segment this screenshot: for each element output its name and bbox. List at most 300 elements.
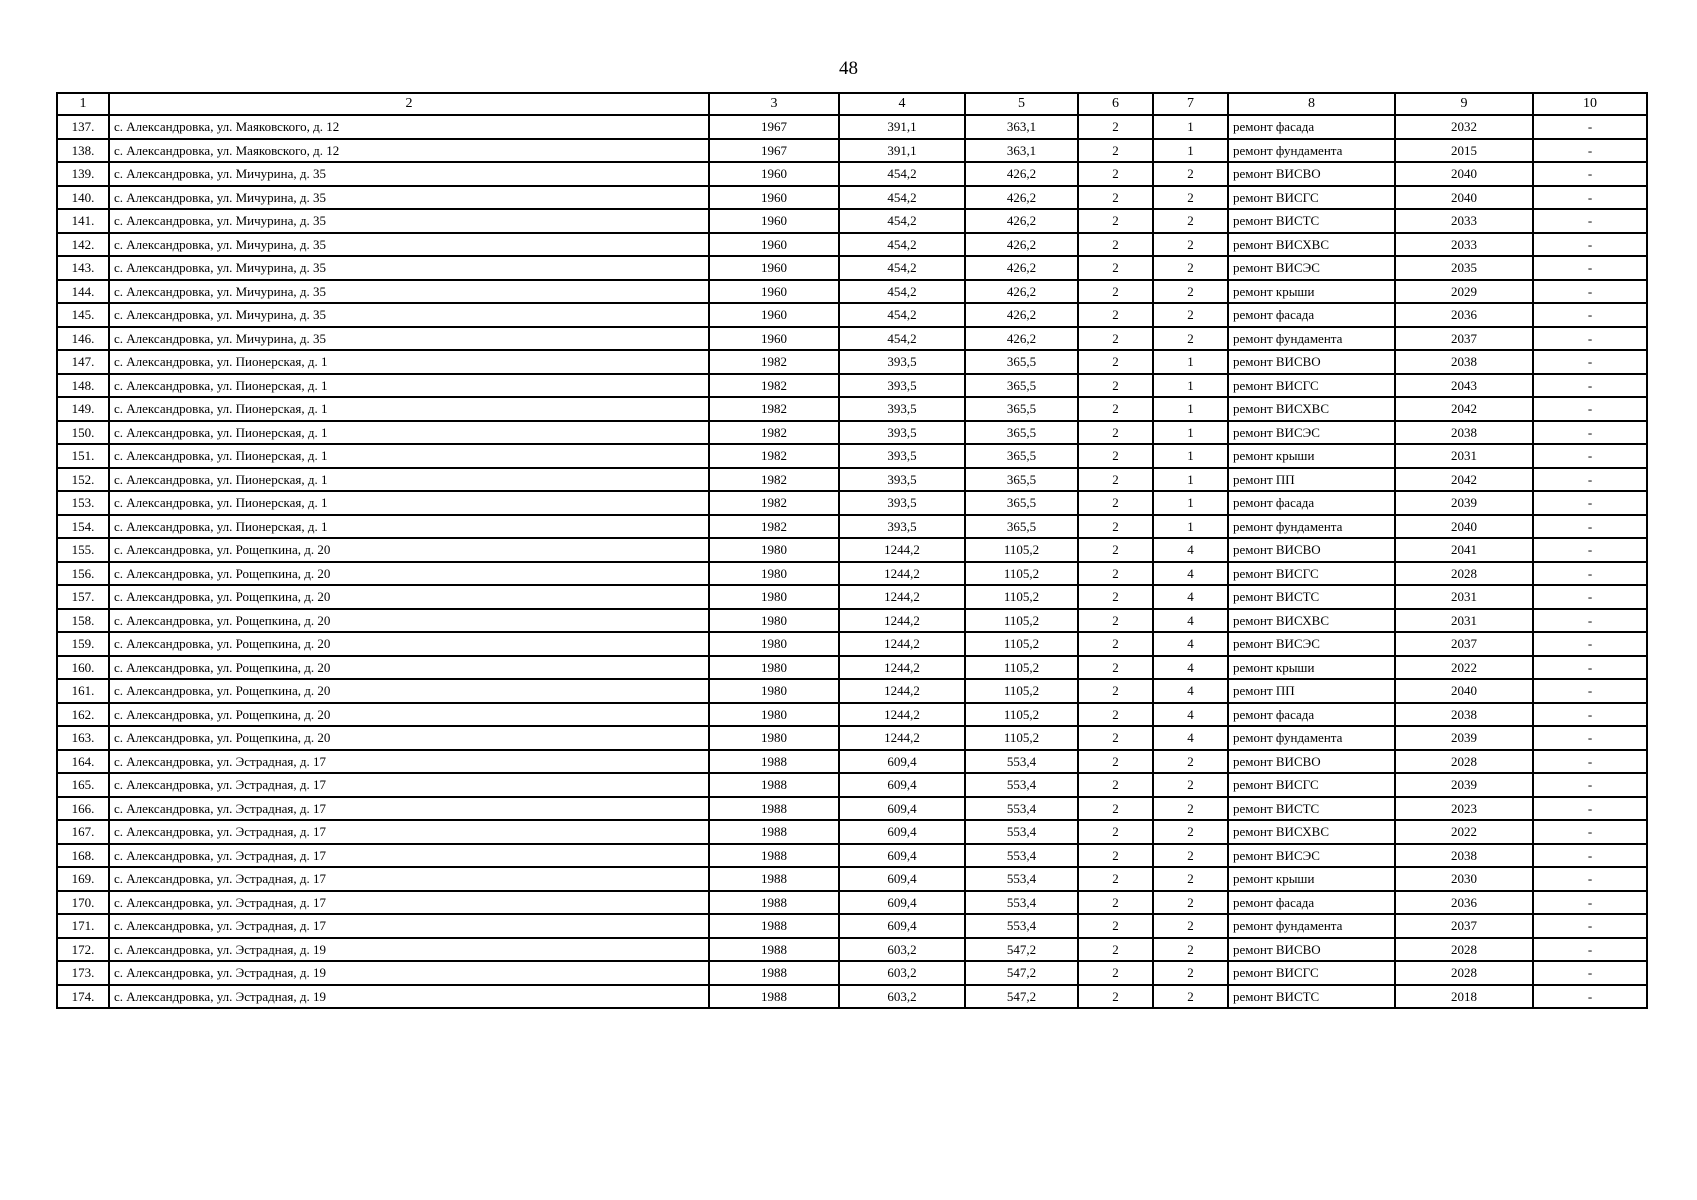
- entrances-cell: 2: [1153, 773, 1228, 797]
- work-type-cell: ремонт фасада: [1228, 491, 1395, 515]
- living-area-cell: 1105,2: [965, 585, 1078, 609]
- row-number-cell: 137.: [57, 115, 109, 139]
- floors-cell: 2: [1078, 914, 1153, 938]
- entrances-cell: 4: [1153, 632, 1228, 656]
- planned-year-cell: 2037: [1395, 632, 1533, 656]
- total-area-cell: 454,2: [839, 162, 965, 186]
- year-cell: 1980: [709, 562, 839, 586]
- row-number-cell: 161.: [57, 679, 109, 703]
- entrances-cell: 4: [1153, 609, 1228, 633]
- work-type-cell: ремонт ВИСГС: [1228, 773, 1395, 797]
- year-cell: 1960: [709, 280, 839, 304]
- total-area-cell: 454,2: [839, 280, 965, 304]
- entrances-cell: 1: [1153, 139, 1228, 163]
- year-cell: 1967: [709, 139, 839, 163]
- address-cell: с. Александровка, ул. Рощепкина, д. 20: [109, 562, 709, 586]
- floors-cell: 2: [1078, 656, 1153, 680]
- note-cell: -: [1533, 938, 1647, 962]
- table-row: [57, 820, 1647, 844]
- floors-cell: 2: [1078, 632, 1153, 656]
- note-cell: -: [1533, 609, 1647, 633]
- table-row: [57, 186, 1647, 210]
- address-cell: с. Александровка, ул. Эстрадная, д. 17: [109, 891, 709, 915]
- planned-year-cell: 2040: [1395, 515, 1533, 539]
- table-row: [57, 374, 1647, 398]
- planned-year-cell: 2022: [1395, 656, 1533, 680]
- note-cell: -: [1533, 820, 1647, 844]
- table-row: [57, 538, 1647, 562]
- row-number-cell: 148.: [57, 374, 109, 398]
- note-cell: -: [1533, 797, 1647, 821]
- table-row: [57, 444, 1647, 468]
- address-cell: с. Александровка, ул. Рощепкина, д. 20: [109, 538, 709, 562]
- note-cell: -: [1533, 162, 1647, 186]
- floors-cell: 2: [1078, 985, 1153, 1009]
- row-number-cell: 138.: [57, 139, 109, 163]
- address-cell: с. Александровка, ул. Рощепкина, д. 20: [109, 656, 709, 680]
- work-type-cell: ремонт фундамента: [1228, 726, 1395, 750]
- address-cell: с. Александровка, ул. Пионерская, д. 1: [109, 468, 709, 492]
- floors-cell: 2: [1078, 679, 1153, 703]
- living-area-cell: 426,2: [965, 280, 1078, 304]
- note-cell: -: [1533, 773, 1647, 797]
- note-cell: -: [1533, 515, 1647, 539]
- total-area-cell: 603,2: [839, 961, 965, 985]
- table-row: [57, 773, 1647, 797]
- living-area-cell: 1105,2: [965, 562, 1078, 586]
- total-area-cell: 393,5: [839, 515, 965, 539]
- year-cell: 1982: [709, 468, 839, 492]
- entrances-cell: 2: [1153, 186, 1228, 210]
- floors-cell: 2: [1078, 891, 1153, 915]
- address-cell: с. Александровка, ул. Рощепкина, д. 20: [109, 679, 709, 703]
- address-cell: с. Александровка, ул. Эстрадная, д. 17: [109, 797, 709, 821]
- living-area-cell: 553,4: [965, 844, 1078, 868]
- row-number-cell: 141.: [57, 209, 109, 233]
- note-cell: -: [1533, 350, 1647, 374]
- address-cell: с. Александровка, ул. Эстрадная, д. 17: [109, 844, 709, 868]
- table-row: [57, 985, 1647, 1009]
- address-cell: с. Александровка, ул. Маяковского, д. 12: [109, 115, 709, 139]
- address-cell: с. Александровка, ул. Рощепкина, д. 20: [109, 726, 709, 750]
- table-row: [57, 491, 1647, 515]
- total-area-cell: 454,2: [839, 209, 965, 233]
- row-number-cell: 167.: [57, 820, 109, 844]
- address-cell: с. Александровка, ул. Пионерская, д. 1: [109, 397, 709, 421]
- table-row: [57, 327, 1647, 351]
- entrances-cell: 1: [1153, 515, 1228, 539]
- work-type-cell: ремонт ВИСХВС: [1228, 233, 1395, 257]
- planned-year-cell: 2037: [1395, 327, 1533, 351]
- planned-year-cell: 2028: [1395, 562, 1533, 586]
- year-cell: 1960: [709, 233, 839, 257]
- total-area-cell: 393,5: [839, 421, 965, 445]
- planned-year-cell: 2036: [1395, 303, 1533, 327]
- living-area-cell: 1105,2: [965, 609, 1078, 633]
- column-header-6: 6: [1078, 93, 1153, 115]
- table-body: [57, 115, 1647, 1008]
- work-type-cell: ремонт крыши: [1228, 280, 1395, 304]
- floors-cell: 2: [1078, 468, 1153, 492]
- note-cell: -: [1533, 444, 1647, 468]
- work-type-cell: ремонт ВИСХВС: [1228, 609, 1395, 633]
- planned-year-cell: 2015: [1395, 139, 1533, 163]
- table-row: [57, 303, 1647, 327]
- total-area-cell: 609,4: [839, 773, 965, 797]
- living-area-cell: 553,4: [965, 797, 1078, 821]
- work-type-cell: ремонт ПП: [1228, 468, 1395, 492]
- row-number-cell: 140.: [57, 186, 109, 210]
- row-number-cell: 163.: [57, 726, 109, 750]
- entrances-cell: 1: [1153, 350, 1228, 374]
- work-type-cell: ремонт фасада: [1228, 703, 1395, 727]
- table-row: [57, 703, 1647, 727]
- entrances-cell: 4: [1153, 703, 1228, 727]
- entrances-cell: 2: [1153, 938, 1228, 962]
- total-area-cell: 393,5: [839, 444, 965, 468]
- note-cell: -: [1533, 679, 1647, 703]
- total-area-cell: 391,1: [839, 139, 965, 163]
- planned-year-cell: 2035: [1395, 256, 1533, 280]
- planned-year-cell: 2038: [1395, 421, 1533, 445]
- entrances-cell: 4: [1153, 726, 1228, 750]
- floors-cell: 2: [1078, 726, 1153, 750]
- row-number-cell: 173.: [57, 961, 109, 985]
- address-cell: с. Александровка, ул. Эстрадная, д. 17: [109, 820, 709, 844]
- note-cell: -: [1533, 421, 1647, 445]
- note-cell: -: [1533, 468, 1647, 492]
- work-type-cell: ремонт ВИСЭС: [1228, 421, 1395, 445]
- year-cell: 1980: [709, 585, 839, 609]
- total-area-cell: 393,5: [839, 374, 965, 398]
- floors-cell: 2: [1078, 444, 1153, 468]
- living-area-cell: 1105,2: [965, 632, 1078, 656]
- address-cell: с. Александровка, ул. Пионерская, д. 1: [109, 350, 709, 374]
- living-area-cell: 1105,2: [965, 703, 1078, 727]
- entrances-cell: 2: [1153, 820, 1228, 844]
- year-cell: 1988: [709, 961, 839, 985]
- year-cell: 1988: [709, 773, 839, 797]
- table-row: [57, 656, 1647, 680]
- entrances-cell: 2: [1153, 961, 1228, 985]
- work-type-cell: ремонт ВИСТС: [1228, 585, 1395, 609]
- note-cell: -: [1533, 538, 1647, 562]
- entrances-cell: 4: [1153, 562, 1228, 586]
- row-number-cell: 157.: [57, 585, 109, 609]
- entrances-cell: 1: [1153, 115, 1228, 139]
- living-area-cell: 426,2: [965, 209, 1078, 233]
- floors-cell: 2: [1078, 867, 1153, 891]
- header-row: [57, 93, 1647, 115]
- entrances-cell: 2: [1153, 233, 1228, 257]
- work-type-cell: ремонт ВИСВО: [1228, 162, 1395, 186]
- entrances-cell: 2: [1153, 985, 1228, 1009]
- entrances-cell: 2: [1153, 209, 1228, 233]
- floors-cell: 2: [1078, 350, 1153, 374]
- entrances-cell: 4: [1153, 538, 1228, 562]
- table-row: [57, 468, 1647, 492]
- total-area-cell: 1244,2: [839, 679, 965, 703]
- work-type-cell: ремонт ВИСВО: [1228, 350, 1395, 374]
- planned-year-cell: 2041: [1395, 538, 1533, 562]
- living-area-cell: 553,4: [965, 773, 1078, 797]
- planned-year-cell: 2023: [1395, 797, 1533, 821]
- planned-year-cell: 2039: [1395, 726, 1533, 750]
- table-row: [57, 515, 1647, 539]
- row-number-cell: 146.: [57, 327, 109, 351]
- note-cell: -: [1533, 186, 1647, 210]
- table-row: [57, 891, 1647, 915]
- address-cell: с. Александровка, ул. Эстрадная, д. 17: [109, 867, 709, 891]
- address-cell: с. Александровка, ул. Пионерская, д. 1: [109, 515, 709, 539]
- address-cell: с. Александровка, ул. Рощепкина, д. 20: [109, 609, 709, 633]
- work-type-cell: ремонт ВИСГС: [1228, 961, 1395, 985]
- total-area-cell: 393,5: [839, 397, 965, 421]
- note-cell: -: [1533, 985, 1647, 1009]
- planned-year-cell: 2032: [1395, 115, 1533, 139]
- total-area-cell: 603,2: [839, 938, 965, 962]
- year-cell: 1982: [709, 515, 839, 539]
- note-cell: -: [1533, 632, 1647, 656]
- table-row: [57, 280, 1647, 304]
- living-area-cell: 365,5: [965, 444, 1078, 468]
- address-cell: с. Александровка, ул. Мичурина, д. 35: [109, 186, 709, 210]
- total-area-cell: 1244,2: [839, 562, 965, 586]
- total-area-cell: 609,4: [839, 797, 965, 821]
- work-type-cell: ремонт ВИСГС: [1228, 374, 1395, 398]
- total-area-cell: 609,4: [839, 891, 965, 915]
- living-area-cell: 426,2: [965, 256, 1078, 280]
- work-type-cell: ремонт ВИСТС: [1228, 985, 1395, 1009]
- planned-year-cell: 2029: [1395, 280, 1533, 304]
- planned-year-cell: 2039: [1395, 773, 1533, 797]
- row-number-cell: 160.: [57, 656, 109, 680]
- page-number: 48: [839, 58, 858, 79]
- entrances-cell: 2: [1153, 844, 1228, 868]
- note-cell: -: [1533, 256, 1647, 280]
- column-header-8: 8: [1228, 93, 1395, 115]
- planned-year-cell: 2038: [1395, 350, 1533, 374]
- floors-cell: 2: [1078, 115, 1153, 139]
- entrances-cell: 1: [1153, 444, 1228, 468]
- floors-cell: 2: [1078, 773, 1153, 797]
- entrances-cell: 1: [1153, 421, 1228, 445]
- floors-cell: 2: [1078, 844, 1153, 868]
- table-row: [57, 585, 1647, 609]
- floors-cell: 2: [1078, 327, 1153, 351]
- row-number-cell: 171.: [57, 914, 109, 938]
- floors-cell: 2: [1078, 609, 1153, 633]
- row-number-cell: 156.: [57, 562, 109, 586]
- note-cell: -: [1533, 726, 1647, 750]
- note-cell: -: [1533, 585, 1647, 609]
- floors-cell: 2: [1078, 162, 1153, 186]
- floors-cell: 2: [1078, 750, 1153, 774]
- table-row: [57, 726, 1647, 750]
- living-area-cell: 365,5: [965, 397, 1078, 421]
- row-number-cell: 151.: [57, 444, 109, 468]
- living-area-cell: 365,5: [965, 468, 1078, 492]
- year-cell: 1988: [709, 797, 839, 821]
- entrances-cell: 1: [1153, 374, 1228, 398]
- note-cell: -: [1533, 303, 1647, 327]
- entrances-cell: 2: [1153, 867, 1228, 891]
- year-cell: 1982: [709, 350, 839, 374]
- entrances-cell: 2: [1153, 327, 1228, 351]
- planned-year-cell: 2042: [1395, 468, 1533, 492]
- floors-cell: 2: [1078, 139, 1153, 163]
- note-cell: -: [1533, 374, 1647, 398]
- column-header-10: 10: [1533, 93, 1647, 115]
- row-number-cell: 155.: [57, 538, 109, 562]
- work-type-cell: ремонт ВИСГС: [1228, 186, 1395, 210]
- total-area-cell: 1244,2: [839, 656, 965, 680]
- year-cell: 1960: [709, 186, 839, 210]
- entrances-cell: 2: [1153, 797, 1228, 821]
- floors-cell: 2: [1078, 303, 1153, 327]
- year-cell: 1960: [709, 303, 839, 327]
- row-number-cell: 139.: [57, 162, 109, 186]
- total-area-cell: 1244,2: [839, 538, 965, 562]
- column-header-3: 3: [709, 93, 839, 115]
- table-row: [57, 139, 1647, 163]
- total-area-cell: 1244,2: [839, 632, 965, 656]
- year-cell: 1960: [709, 256, 839, 280]
- living-area-cell: 1105,2: [965, 656, 1078, 680]
- planned-year-cell: 2028: [1395, 961, 1533, 985]
- entrances-cell: 2: [1153, 256, 1228, 280]
- living-area-cell: 547,2: [965, 938, 1078, 962]
- row-number-cell: 169.: [57, 867, 109, 891]
- planned-year-cell: 2040: [1395, 162, 1533, 186]
- row-number-cell: 166.: [57, 797, 109, 821]
- year-cell: 1982: [709, 444, 839, 468]
- entrances-cell: 2: [1153, 280, 1228, 304]
- year-cell: 1988: [709, 985, 839, 1009]
- living-area-cell: 1105,2: [965, 679, 1078, 703]
- entrances-cell: 1: [1153, 397, 1228, 421]
- address-cell: с. Александровка, ул. Мичурина, д. 35: [109, 233, 709, 257]
- floors-cell: 2: [1078, 421, 1153, 445]
- note-cell: -: [1533, 844, 1647, 868]
- table-row: [57, 797, 1647, 821]
- work-type-cell: ремонт ПП: [1228, 679, 1395, 703]
- note-cell: -: [1533, 327, 1647, 351]
- work-type-cell: ремонт фундамента: [1228, 515, 1395, 539]
- planned-year-cell: 2040: [1395, 186, 1533, 210]
- table-row: [57, 209, 1647, 233]
- floors-cell: 2: [1078, 256, 1153, 280]
- address-cell: с. Александровка, ул. Пионерская, д. 1: [109, 491, 709, 515]
- planned-year-cell: 2038: [1395, 703, 1533, 727]
- planned-year-cell: 2037: [1395, 914, 1533, 938]
- floors-cell: 2: [1078, 515, 1153, 539]
- address-cell: с. Александровка, ул. Эстрадная, д. 19: [109, 938, 709, 962]
- living-area-cell: 1105,2: [965, 538, 1078, 562]
- work-type-cell: ремонт крыши: [1228, 656, 1395, 680]
- planned-year-cell: 2043: [1395, 374, 1533, 398]
- planned-year-cell: 2036: [1395, 891, 1533, 915]
- entrances-cell: 4: [1153, 656, 1228, 680]
- work-type-cell: ремонт фасада: [1228, 303, 1395, 327]
- living-area-cell: 426,2: [965, 162, 1078, 186]
- work-type-cell: ремонт ВИСЭС: [1228, 632, 1395, 656]
- planned-year-cell: 2039: [1395, 491, 1533, 515]
- address-cell: с. Александровка, ул. Мичурина, д. 35: [109, 256, 709, 280]
- address-cell: с. Александровка, ул. Мичурина, д. 35: [109, 162, 709, 186]
- note-cell: -: [1533, 961, 1647, 985]
- year-cell: 1988: [709, 891, 839, 915]
- year-cell: 1988: [709, 938, 839, 962]
- work-type-cell: ремонт фасада: [1228, 115, 1395, 139]
- living-area-cell: 363,1: [965, 139, 1078, 163]
- year-cell: 1988: [709, 914, 839, 938]
- year-cell: 1960: [709, 209, 839, 233]
- living-area-cell: 553,4: [965, 867, 1078, 891]
- note-cell: -: [1533, 703, 1647, 727]
- year-cell: 1980: [709, 538, 839, 562]
- total-area-cell: 391,1: [839, 115, 965, 139]
- planned-year-cell: 2033: [1395, 233, 1533, 257]
- total-area-cell: 454,2: [839, 186, 965, 210]
- planned-year-cell: 2033: [1395, 209, 1533, 233]
- planned-year-cell: 2040: [1395, 679, 1533, 703]
- table-row: [57, 632, 1647, 656]
- planned-year-cell: 2042: [1395, 397, 1533, 421]
- total-area-cell: 393,5: [839, 350, 965, 374]
- table-row: [57, 421, 1647, 445]
- entrances-cell: 4: [1153, 679, 1228, 703]
- living-area-cell: 426,2: [965, 186, 1078, 210]
- work-type-cell: ремонт фасада: [1228, 891, 1395, 915]
- row-number-cell: 152.: [57, 468, 109, 492]
- table-row: [57, 844, 1647, 868]
- row-number-cell: 144.: [57, 280, 109, 304]
- entrances-cell: 2: [1153, 303, 1228, 327]
- floors-cell: 2: [1078, 585, 1153, 609]
- work-type-cell: ремонт фундамента: [1228, 139, 1395, 163]
- address-cell: с. Александровка, ул. Маяковского, д. 12: [109, 139, 709, 163]
- work-type-cell: ремонт ВИСГС: [1228, 562, 1395, 586]
- year-cell: 1988: [709, 750, 839, 774]
- living-area-cell: 553,4: [965, 891, 1078, 915]
- row-number-cell: 168.: [57, 844, 109, 868]
- table-row: [57, 162, 1647, 186]
- planned-year-cell: 2031: [1395, 585, 1533, 609]
- column-header-2: 2: [109, 93, 709, 115]
- work-type-cell: ремонт крыши: [1228, 444, 1395, 468]
- living-area-cell: 365,5: [965, 374, 1078, 398]
- floors-cell: 2: [1078, 209, 1153, 233]
- column-header-5: 5: [965, 93, 1078, 115]
- note-cell: -: [1533, 867, 1647, 891]
- floors-cell: 2: [1078, 820, 1153, 844]
- work-type-cell: ремонт ВИСЭС: [1228, 256, 1395, 280]
- entrances-cell: 4: [1153, 585, 1228, 609]
- year-cell: 1980: [709, 609, 839, 633]
- row-number-cell: 150.: [57, 421, 109, 445]
- year-cell: 1980: [709, 679, 839, 703]
- table-row: [57, 750, 1647, 774]
- total-area-cell: 1244,2: [839, 703, 965, 727]
- living-area-cell: 365,5: [965, 491, 1078, 515]
- living-area-cell: 426,2: [965, 233, 1078, 257]
- row-number-cell: 154.: [57, 515, 109, 539]
- table-row: [57, 256, 1647, 280]
- floors-cell: 2: [1078, 797, 1153, 821]
- work-type-cell: ремонт ВИСЭС: [1228, 844, 1395, 868]
- table-row: [57, 397, 1647, 421]
